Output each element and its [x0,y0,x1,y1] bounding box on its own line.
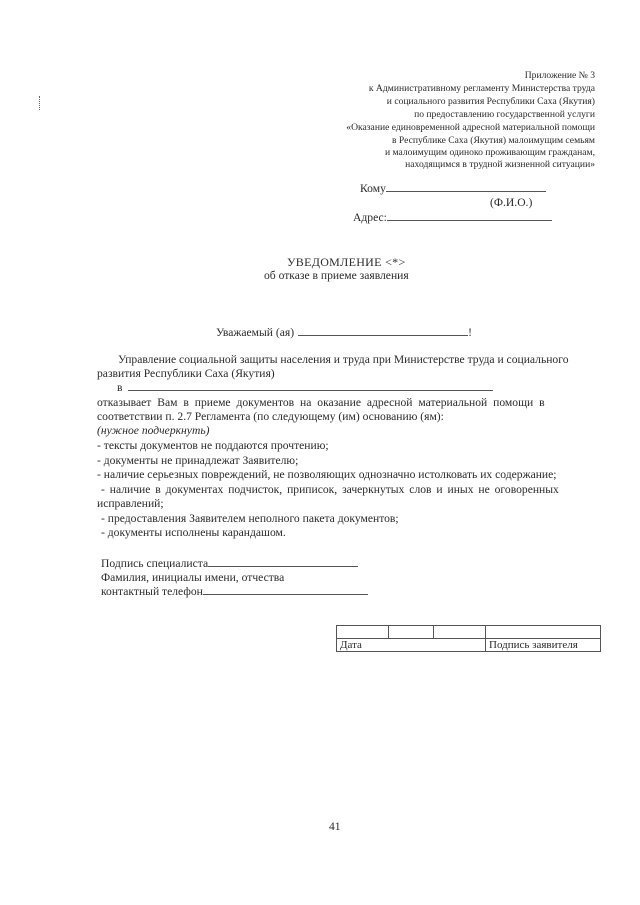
appendix-line-7: и малоимущим одиноко проживающим гражданам, [385,147,595,158]
body-p2-line2: соответствии п. 2.7 Регламента (по следующему (им) основанию (ям): [97,410,444,423]
appendix-line-5: «Оказание единовременной адресной материальной помощи [346,122,595,133]
contact-phone [101,585,368,598]
document-subtitle: об отказе в приеме заявления [264,269,409,282]
body-p1-in: в [117,381,123,394]
reason-item-4: - наличие в документах подчисток, приписок, зачеркнутых слов и иных не оговоренных [101,483,559,496]
specialist-signature-label: Подпись специалиста [101,557,209,570]
to-field [360,182,546,195]
reason-item-4-cont: исправлений; [97,497,164,510]
date-signature-table [336,625,601,652]
applicant-signature-cell [486,626,601,639]
appendix-line-2: к Административному регламенту Министерства труда [368,83,595,94]
date-year-cell [434,626,486,639]
applicant-signature-label: Подпись заявителя [486,639,601,652]
reason-item-3: - наличие серьезных повреждений, не позволяющих однозначно истолковать их содержание; [97,468,557,481]
table-row [337,639,601,652]
table-row [337,626,601,639]
specialist-signature [101,557,358,570]
address-label: Адрес: [353,211,387,224]
appendix-line-6: в Республике Саха (Якутия) малоимущим семьям [391,135,595,146]
address-field [353,211,552,224]
specialist-name-label: Фамилия, инициалы имени, отчества [101,571,285,584]
body-p2-line1: отказывает Вам в приеме документов на оказание адресной материальной помощи в [97,396,545,409]
to-label: Кому [360,182,386,195]
appendix-line-8: находящимся в трудной жизненной ситуации» [405,159,595,170]
document-title: УВЕДОМЛЕНИЕ <*> [287,255,406,269]
greeting-text: Уважаемый (ая) [216,326,295,339]
date-label: Дата [337,639,486,652]
greeting-exclamation: ! [468,326,472,339]
body-p1-line2: развития Республики Саха (Якутия) [97,367,275,380]
reason-item-1: - тексты документов не поддаются прочтению; [97,439,329,452]
fio-label: (Ф.И.О.) [490,196,533,209]
underline-note: (нужное подчеркнуть) [97,424,210,437]
contact-phone-line [203,594,368,595]
appendix-line-4: по предоставлению государственной услуги [414,109,595,120]
department-blank-line [128,390,493,391]
page-number: 41 [329,820,341,833]
reason-item-2: - документы не принадлежат Заявителю; [97,454,299,467]
date-day-cell [337,626,389,639]
reason-item-5: - предоставления Заявителем неполного пакета документов; [101,512,399,525]
appendix-line-3: и социального развития Республики Саха (Якутия) [386,96,595,107]
reason-item-6: - документы исполнены карандашом. [101,526,286,539]
specialist-signature-line [208,566,358,567]
greeting-blank-line [298,335,468,336]
greeting [216,326,472,339]
contact-phone-label: контактный телефон [101,585,203,598]
body-p1-line3 [117,381,493,394]
date-month-cell [389,626,434,639]
body-p1-line1: Управление социальной защиты населения и труда при Министерстве труда и социального [118,353,569,366]
appendix-line-1: Приложение № 3 [524,70,595,81]
address-blank-line [387,220,552,221]
margin-mark [39,96,42,110]
to-blank-line [386,191,546,192]
